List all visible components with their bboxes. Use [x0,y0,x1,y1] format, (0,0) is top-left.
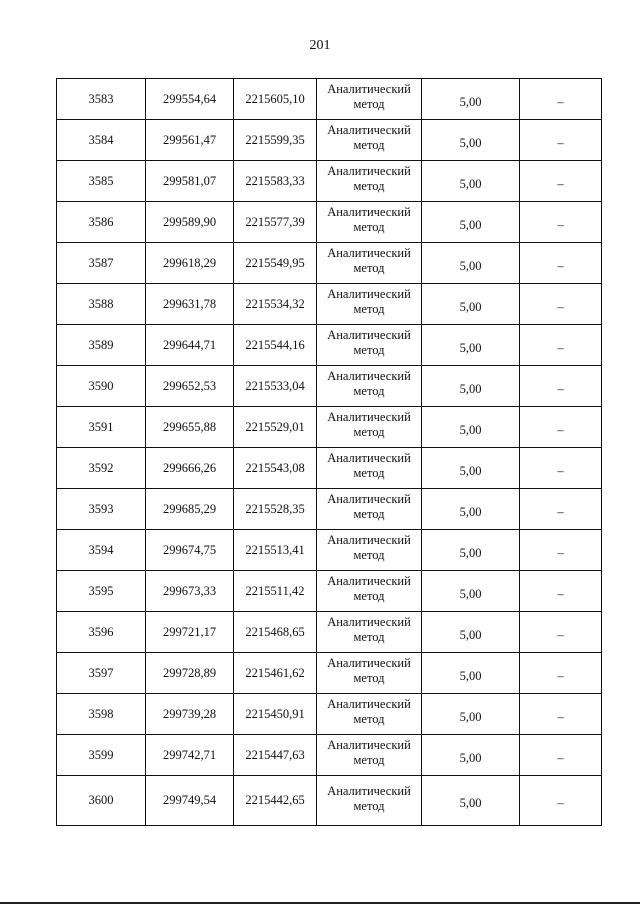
description-cell [520,530,602,571]
point-number-cell-text: 3593 [88,501,114,516]
y-coordinate-cell-text: 2215583,33 [245,173,305,188]
point-number-cell [57,694,146,735]
point-number-cell-text: 3599 [88,747,114,762]
x-coordinate-cell-text: 299581,07 [162,173,217,188]
x-coordinate-cell [146,79,234,120]
point-number-cell [57,776,146,826]
description-cell [520,325,602,366]
method-cell-text: Аналитический метод [327,615,411,644]
y-coordinate-cell-text: 2215549,95 [245,255,305,270]
description-cell [520,366,602,407]
point-number-cell [57,202,146,243]
point-number-cell-text: 3600 [88,793,114,807]
y-coordinate-cell-text: 2215450,91 [245,706,305,721]
description-cell-text: – [557,381,564,396]
method-cell-text: Аналитический метод [327,369,411,398]
x-coordinate-cell [146,653,234,694]
point-number-cell [57,653,146,694]
description-cell [520,448,602,489]
y-coordinate-cell-text: 2215534,32 [245,296,305,311]
description-cell-text: – [557,299,564,314]
x-coordinate-cell-text: 299554,64 [162,91,217,106]
method-cell-text: Аналитический метод [327,246,411,275]
accuracy-cell [422,694,520,735]
y-coordinate-cell [234,79,317,120]
accuracy-cell [422,571,520,612]
point-number-cell [57,407,146,448]
table-row [57,612,602,653]
x-coordinate-cell [146,120,234,161]
x-coordinate-cell-text: 299655,88 [162,419,217,434]
accuracy-cell [422,530,520,571]
y-coordinate-cell-text: 2215529,01 [245,419,305,434]
description-cell [520,653,602,694]
y-coordinate-cell-text: 2215605,10 [245,91,305,106]
x-coordinate-cell [146,776,234,826]
method-cell-text: Аналитический метод [327,783,411,813]
x-coordinate-cell [146,489,234,530]
accuracy-cell-text: 5,00 [459,709,482,724]
table-row [57,489,602,530]
y-coordinate-cell [234,489,317,530]
accuracy-cell-text: 5,00 [459,422,482,437]
x-coordinate-cell-text: 299742,71 [162,747,217,762]
accuracy-cell [422,284,520,325]
x-coordinate-cell-text: 299674,75 [162,542,217,557]
method-cell [317,202,422,243]
accuracy-cell-text: 5,00 [459,545,482,560]
point-number-cell [57,325,146,366]
y-coordinate-cell-text: 2215543,08 [245,460,305,475]
x-coordinate-cell [146,448,234,489]
method-cell [317,694,422,735]
y-coordinate-cell-text: 2215442,65 [245,793,305,807]
point-number-cell-text: 3587 [88,255,114,270]
method-cell [317,653,422,694]
table-row [57,79,602,120]
y-coordinate-cell-text: 2215533,04 [245,378,305,393]
method-cell-text: Аналитический метод [327,164,411,193]
y-coordinate-cell [234,120,317,161]
y-coordinate-cell-text: 2215528,35 [245,501,305,516]
point-number-cell-text: 3595 [88,583,114,598]
description-cell-text: – [557,135,564,150]
method-cell-text: Аналитический метод [327,82,411,111]
y-coordinate-cell-text: 2215468,65 [245,624,305,639]
table-row [57,120,602,161]
point-number-cell-text: 3594 [88,542,114,557]
description-cell [520,776,602,826]
table-row [57,530,602,571]
x-coordinate-cell [146,366,234,407]
point-number-cell [57,735,146,776]
accuracy-cell [422,161,520,202]
description-cell [520,202,602,243]
y-coordinate-cell [234,366,317,407]
x-coordinate-cell-text: 299721,17 [162,624,217,639]
x-coordinate-cell-text: 299666,26 [162,460,217,475]
accuracy-cell-text: 5,00 [459,217,482,232]
accuracy-cell-text: 5,00 [459,750,482,765]
point-number-cell-text: 3597 [88,665,114,680]
x-coordinate-cell-text: 299739,28 [162,706,217,721]
method-cell [317,407,422,448]
point-number-cell [57,161,146,202]
description-cell-text: – [557,750,564,765]
accuracy-cell-text: 5,00 [459,381,482,396]
point-number-cell [57,448,146,489]
method-cell-text: Аналитический метод [327,738,411,767]
description-cell [520,735,602,776]
y-coordinate-cell-text: 2215599,35 [245,132,305,147]
x-coordinate-cell [146,243,234,284]
method-cell [317,161,422,202]
accuracy-cell-text: 5,00 [459,135,482,150]
y-coordinate-cell-text: 2215461,62 [245,665,305,680]
description-cell [520,407,602,448]
method-cell [317,284,422,325]
point-number-cell [57,243,146,284]
accuracy-cell-text: 5,00 [459,299,482,314]
description-cell-text: – [557,463,564,478]
method-cell [317,735,422,776]
x-coordinate-cell-text: 299728,89 [162,665,217,680]
point-number-cell [57,571,146,612]
point-number-cell-text: 3586 [88,214,114,229]
x-coordinate-cell-text: 299631,78 [162,296,217,311]
y-coordinate-cell-text: 2215577,39 [245,214,305,229]
table-row [57,284,602,325]
x-coordinate-cell [146,735,234,776]
point-number-cell [57,530,146,571]
x-coordinate-cell [146,407,234,448]
table-row [57,776,602,826]
description-cell [520,79,602,120]
table-row [57,202,602,243]
method-cell [317,530,422,571]
description-cell [520,120,602,161]
point-number-cell-text: 3584 [88,132,114,147]
point-number-cell-text: 3583 [88,91,114,106]
point-number-cell-text: 3591 [88,419,114,434]
accuracy-cell [422,202,520,243]
accuracy-cell [422,776,520,826]
coordinates-table [56,78,602,826]
x-coordinate-cell-text: 299749,54 [162,793,217,807]
description-cell [520,284,602,325]
accuracy-cell-text: 5,00 [459,796,482,810]
accuracy-cell-text: 5,00 [459,586,482,601]
point-number-cell-text: 3592 [88,460,114,475]
description-cell-text: – [557,504,564,519]
x-coordinate-cell [146,612,234,653]
accuracy-cell [422,407,520,448]
y-coordinate-cell-text: 2215511,42 [245,583,305,598]
description-cell-text: – [557,422,564,437]
accuracy-cell-text: 5,00 [459,463,482,478]
point-number-cell [57,366,146,407]
x-coordinate-cell [146,325,234,366]
description-cell-text: – [557,586,564,601]
method-cell-text: Аналитический метод [327,574,411,603]
method-cell-text: Аналитический метод [327,123,411,152]
method-cell [317,366,422,407]
page-number: 201 [309,38,331,53]
description-cell-text: – [557,340,564,355]
x-coordinate-cell-text: 299685,29 [162,501,217,516]
method-cell-text: Аналитический метод [327,451,411,480]
description-cell-text: – [557,545,564,560]
method-cell-text: Аналитический метод [327,287,411,316]
point-number-cell [57,120,146,161]
description-cell [520,571,602,612]
y-coordinate-cell-text: 2215513,41 [245,542,305,557]
description-cell-text: – [557,176,564,191]
point-number-cell-text: 3596 [88,624,114,639]
description-cell-text: – [557,258,564,273]
method-cell [317,489,422,530]
table-row [57,366,602,407]
y-coordinate-cell [234,776,317,826]
method-cell [317,79,422,120]
table-body [57,79,602,826]
description-cell [520,489,602,530]
accuracy-cell [422,448,520,489]
accuracy-cell-text: 5,00 [459,94,482,109]
point-number-cell-text: 3589 [88,337,114,352]
x-coordinate-cell [146,571,234,612]
description-cell [520,694,602,735]
table-row [57,448,602,489]
table-row [57,571,602,612]
method-cell [317,120,422,161]
method-cell-text: Аналитический метод [327,410,411,439]
x-coordinate-cell [146,202,234,243]
method-cell-text: Аналитический метод [327,328,411,357]
method-cell-text: Аналитический метод [327,656,411,685]
y-coordinate-cell [234,530,317,571]
method-cell [317,325,422,366]
accuracy-cell [422,653,520,694]
method-cell-text: Аналитический метод [327,205,411,234]
x-coordinate-cell-text: 299652,53 [162,378,217,393]
accuracy-cell-text: 5,00 [459,668,482,683]
x-coordinate-cell [146,530,234,571]
x-coordinate-cell [146,284,234,325]
point-number-cell-text: 3588 [88,296,114,311]
y-coordinate-cell [234,325,317,366]
accuracy-cell [422,79,520,120]
method-cell [317,571,422,612]
method-cell [317,776,422,826]
y-coordinate-cell [234,407,317,448]
accuracy-cell-text: 5,00 [459,258,482,273]
table-row [57,407,602,448]
point-number-cell [57,284,146,325]
y-coordinate-cell [234,202,317,243]
y-coordinate-cell-text: 2215544,16 [245,337,305,352]
method-cell [317,243,422,284]
accuracy-cell [422,243,520,284]
y-coordinate-cell [234,571,317,612]
y-coordinate-cell [234,448,317,489]
y-coordinate-cell [234,612,317,653]
point-number-cell [57,79,146,120]
table-row [57,243,602,284]
description-cell-text: – [557,709,564,724]
accuracy-cell-text: 5,00 [459,340,482,355]
accuracy-cell [422,735,520,776]
point-number-cell-text: 3598 [88,706,114,721]
method-cell [317,612,422,653]
table-row [57,325,602,366]
table-row [57,735,602,776]
description-cell-text: – [557,627,564,642]
x-coordinate-cell-text: 299589,90 [162,214,217,229]
accuracy-cell [422,612,520,653]
method-cell [317,448,422,489]
accuracy-cell [422,120,520,161]
y-coordinate-cell [234,243,317,284]
point-number-cell-text: 3590 [88,378,114,393]
x-coordinate-cell-text: 299673,33 [162,583,217,598]
x-coordinate-cell [146,161,234,202]
accuracy-cell-text: 5,00 [459,504,482,519]
table-row [57,161,602,202]
y-coordinate-cell [234,653,317,694]
point-number-cell [57,489,146,530]
method-cell-text: Аналитический метод [327,697,411,726]
y-coordinate-cell [234,284,317,325]
y-coordinate-cell-text: 2215447,63 [245,747,305,762]
method-cell-text: Аналитический метод [327,533,411,562]
description-cell-text: – [557,94,564,109]
accuracy-cell-text: 5,00 [459,176,482,191]
bottom-scan-edge [0,902,640,904]
point-number-cell-text: 3585 [88,173,114,188]
x-coordinate-cell [146,694,234,735]
y-coordinate-cell [234,735,317,776]
description-cell [520,612,602,653]
y-coordinate-cell [234,161,317,202]
table-row [57,653,602,694]
accuracy-cell-text: 5,00 [459,627,482,642]
accuracy-cell [422,325,520,366]
x-coordinate-cell-text: 299618,29 [162,255,217,270]
description-cell-text: – [557,796,564,810]
description-cell [520,161,602,202]
x-coordinate-cell-text: 299561,47 [162,132,217,147]
description-cell [520,243,602,284]
method-cell-text: Аналитический метод [327,492,411,521]
point-number-cell [57,612,146,653]
description-cell-text: – [557,668,564,683]
accuracy-cell [422,366,520,407]
accuracy-cell [422,489,520,530]
x-coordinate-cell-text: 299644,71 [162,337,217,352]
table-row [57,694,602,735]
description-cell-text: – [557,217,564,232]
y-coordinate-cell [234,694,317,735]
